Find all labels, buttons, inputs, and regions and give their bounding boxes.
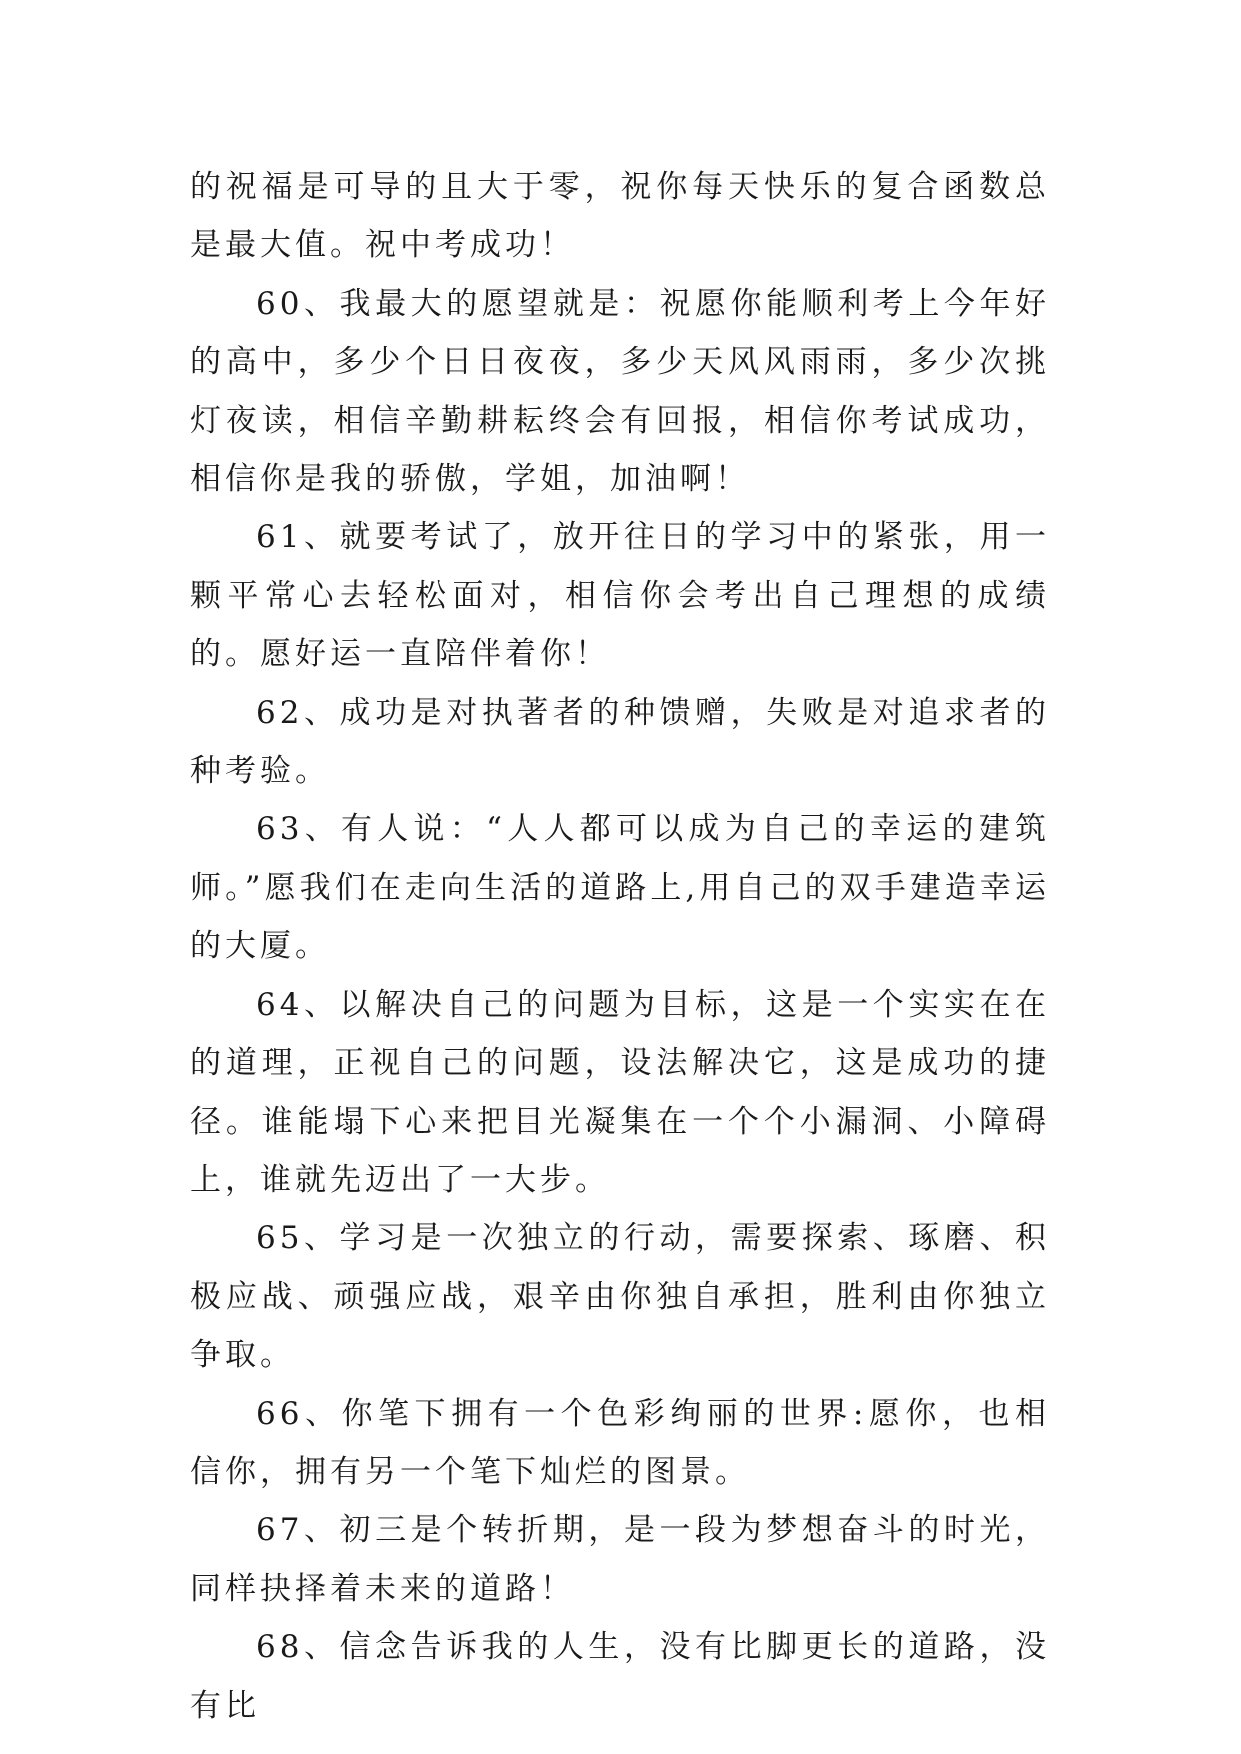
paragraph-65: 65、学习是一次独立的行动，需要探索、琢磨、积极应战、顽强应战，艰辛由你独自承担，胜利由你独立争取。 bbox=[190, 1220, 1050, 1374]
paragraph-68: 68、信念告诉我的人生，没有比脚更长的道路，没有比 bbox=[190, 1629, 1050, 1724]
paragraph-66: 66、你笔下拥有一个色彩绚丽的世界:愿你，也相信你，拥有另一个笔下灿烂的图景。 bbox=[190, 1395, 1050, 1490]
paragraph-63: 63、有人说：“人人都可以成为自己的幸运的建筑师。”愿我们在走向生活的道路上,用自己的双手建造幸运的大厦。 bbox=[190, 811, 1050, 965]
paragraph-62: 62、成功是对执著者的种馈赠，失败是对追求者的种考验。 bbox=[190, 694, 1050, 790]
paragraph-67: 67、初三是个转折期，是一段为梦想奋斗的时光，同样抉择着未来的道路！ bbox=[190, 1512, 1050, 1607]
document-body bbox=[190, 158, 1050, 1735]
paragraph-61: 61、就要考试了，放开往日的学习中的紧张，用一颗平常心去轻松面对，相信你会考出自己理想的成绩的。愿好运一直陪伴着你！ bbox=[190, 519, 1050, 673]
paragraph-60: 60、我最大的愿望就是：祝愿你能顺利考上今年好的高中，多少个日日夜夜，多少天风风雨雨，多少次挑灯夜读，相信辛勤耕耘终会有回报，相信你考试成功，相信你是我的骄傲，学姐，加油啊！ bbox=[190, 285, 1050, 498]
paragraph-continuation: 的祝福是可导的且大于零，祝你每天快乐的复合函数总是最大值。祝中考成功！ bbox=[190, 169, 1050, 264]
paragraph-64: 64、以解决自己的问题为目标，这是一个实实在在的道理，正视自己的问题，设法解决它，这是成功的捷径。谁能塌下心来把目光凝集在一个个小漏洞、小障碍上，谁就先迈出了一大步。 bbox=[190, 986, 1050, 1198]
